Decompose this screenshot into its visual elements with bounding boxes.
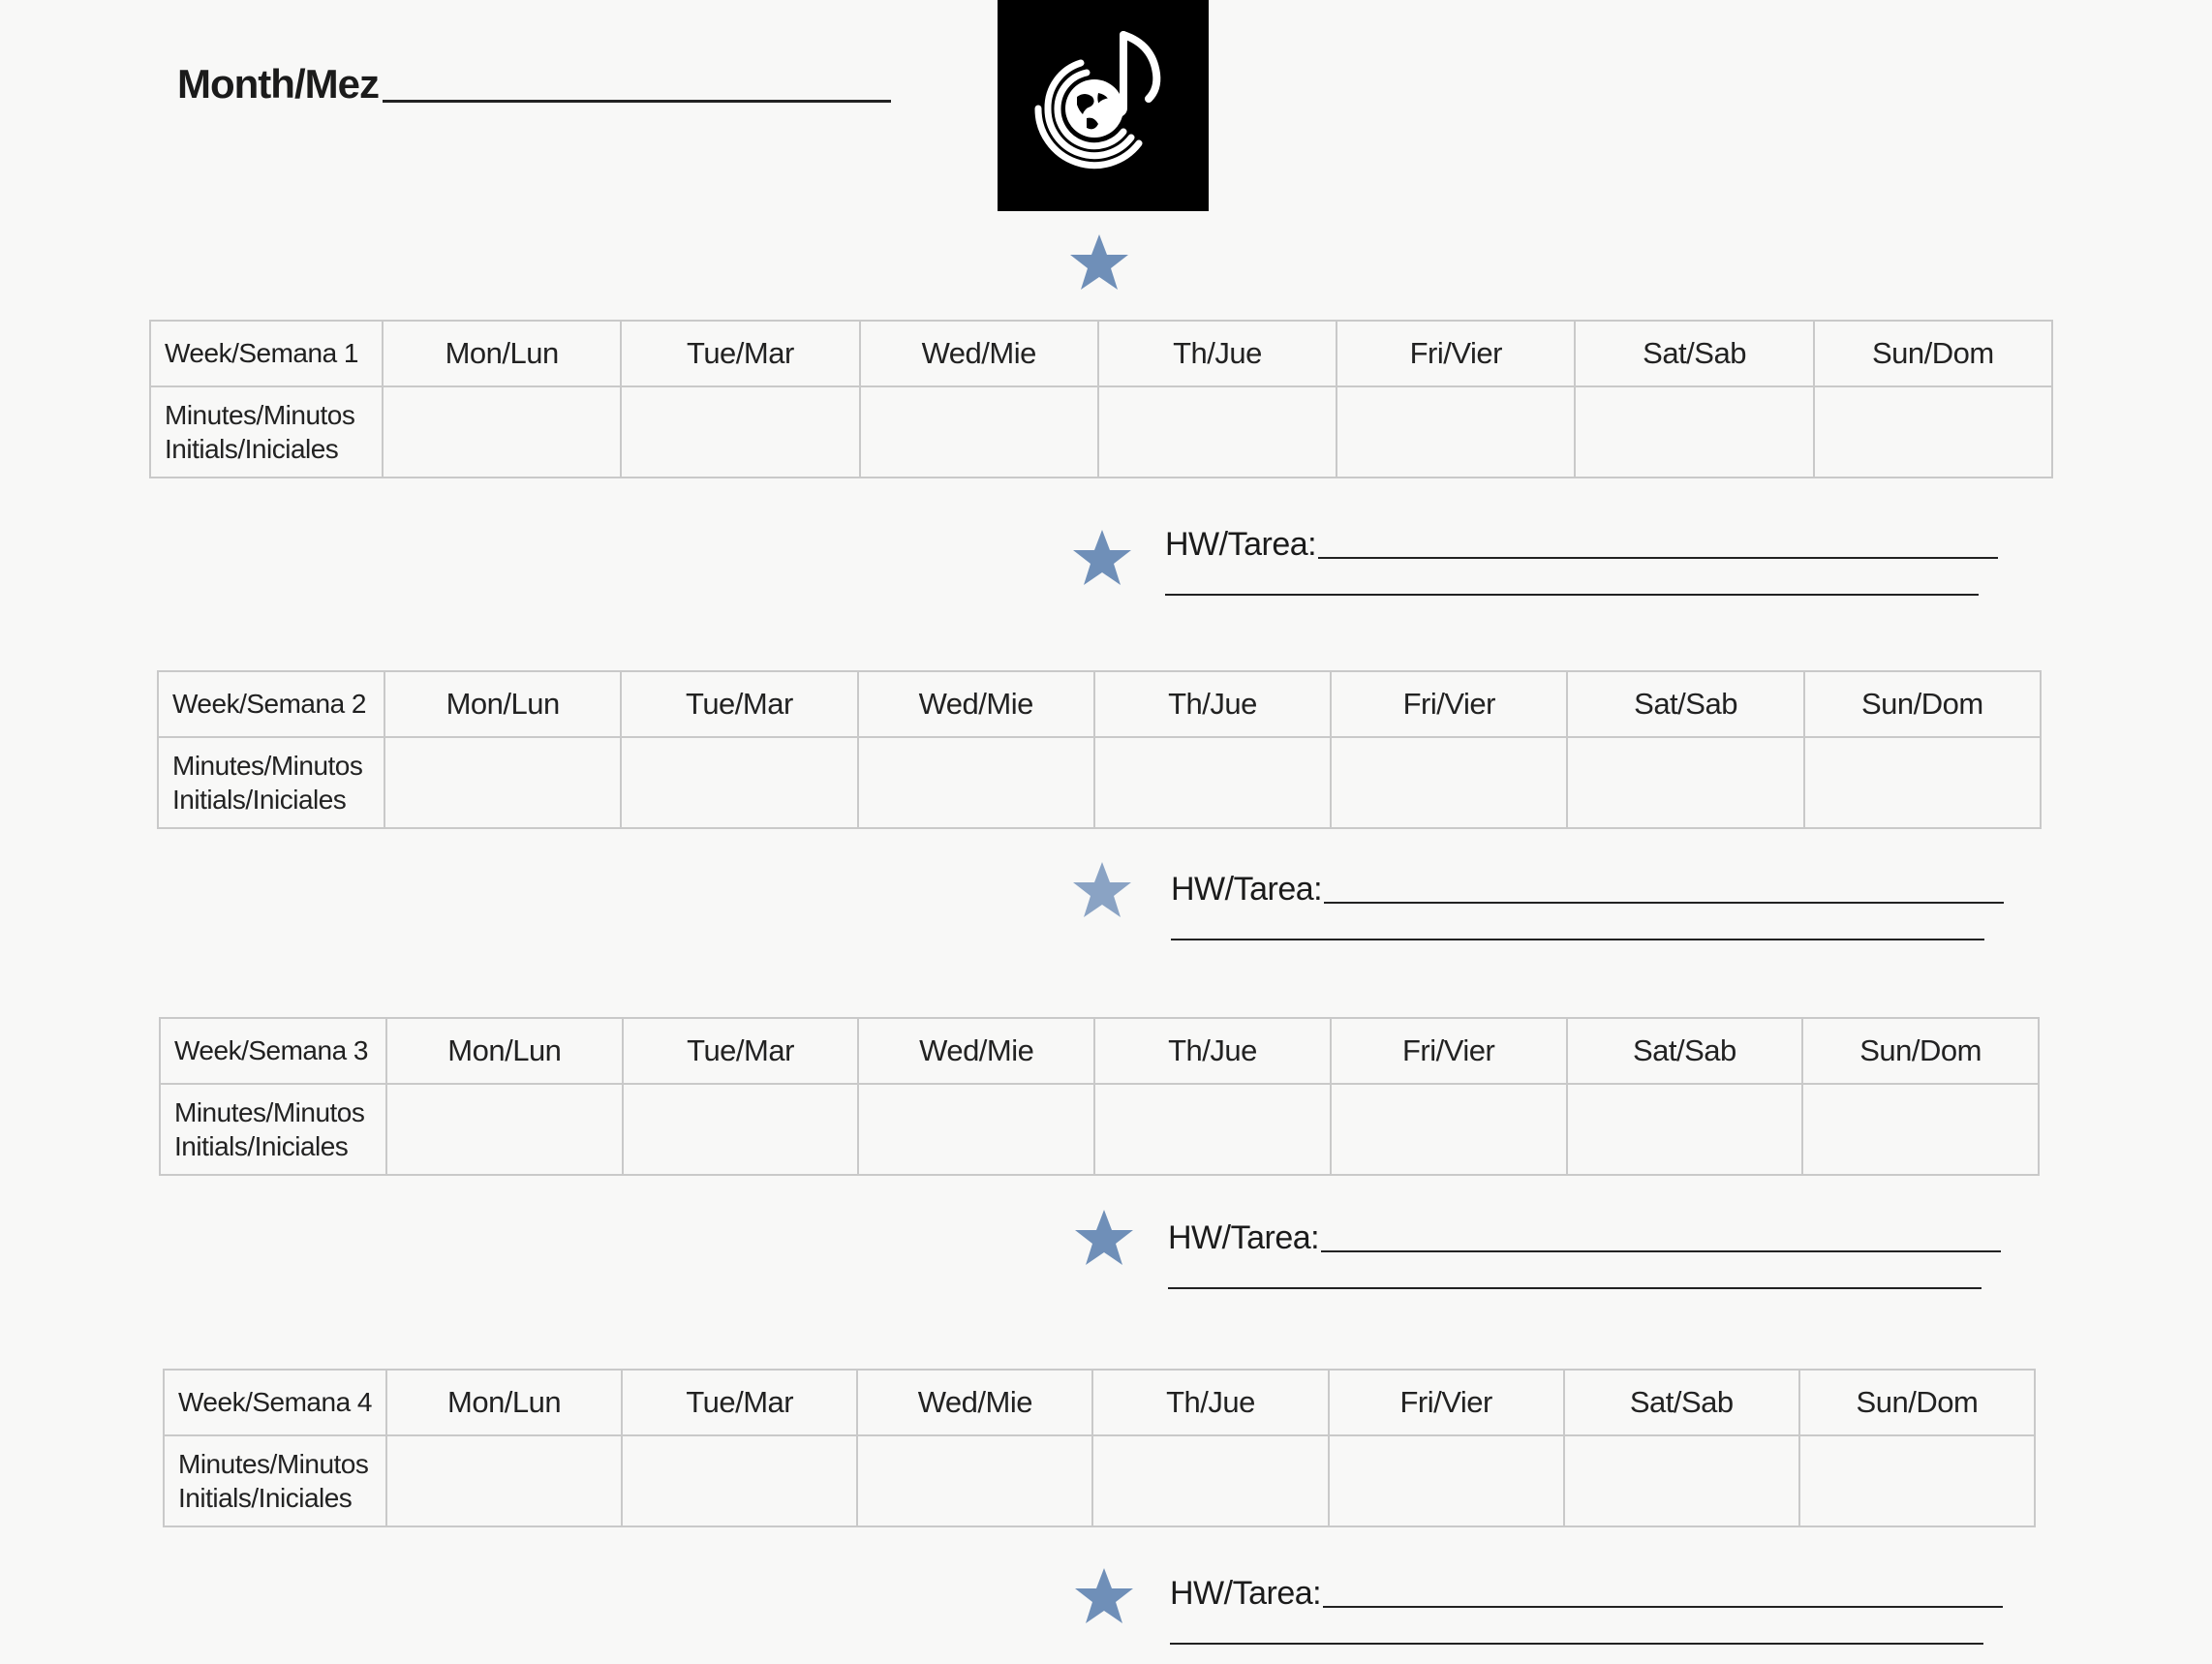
entry-cell[interactable] (1094, 737, 1331, 828)
homework-field-1 (1165, 528, 1998, 596)
day-header: Mon/Lun (384, 671, 621, 737)
hw-input-line[interactable] (1171, 939, 1984, 940)
hw-label: HW/Tarea: (1170, 1575, 1322, 1612)
entry-cell[interactable] (1564, 1435, 1799, 1526)
entry-cell[interactable] (386, 1084, 623, 1175)
entry-cell[interactable] (1799, 1435, 2035, 1526)
week-table-3 (159, 1017, 2040, 1176)
star-icon (1068, 232, 1130, 293)
entry-cell[interactable] (858, 1084, 1094, 1175)
row-label-initials: Initials/Iniciales (174, 1131, 349, 1161)
homework-field-4 (1170, 1577, 2003, 1645)
hw-input-line[interactable] (1168, 1287, 1982, 1289)
entry-cell[interactable] (1567, 1084, 1803, 1175)
day-header: Wed/Mie (858, 1018, 1094, 1084)
entry-cell[interactable] (621, 737, 857, 828)
day-header: Sat/Sab (1564, 1370, 1799, 1435)
hw-input-line[interactable] (1321, 1250, 2001, 1252)
entry-cell[interactable] (384, 737, 621, 828)
entry-cell[interactable] (1804, 737, 2041, 828)
day-header: Sun/Dom (1802, 1018, 2039, 1084)
entry-cell[interactable] (622, 1435, 857, 1526)
day-header: Fri/Vier (1331, 1018, 1567, 1084)
day-header: Sun/Dom (1804, 671, 2041, 737)
row-label-minutes: Minutes/Minutos (178, 1449, 369, 1479)
entry-cell[interactable] (1336, 386, 1575, 478)
week-label: Week/Semana 4 (164, 1370, 386, 1435)
hw-label: HW/Tarea: (1165, 526, 1317, 563)
week-label: Week/Semana 2 (158, 671, 384, 737)
month-label: Month/Mez (177, 61, 379, 107)
day-header: Th/Jue (1094, 1018, 1331, 1084)
entry-cell[interactable] (857, 1435, 1092, 1526)
row-label (150, 386, 383, 478)
week-table-1 (149, 320, 2053, 478)
hw-input-line[interactable] (1165, 594, 1979, 596)
day-header: Fri/Vier (1329, 1370, 1564, 1435)
week-table-2 (157, 670, 2042, 829)
hw-label: HW/Tarea: (1171, 871, 1323, 908)
entry-cell[interactable] (1814, 386, 2052, 478)
row-label-minutes: Minutes/Minutos (165, 400, 355, 430)
entry-cell[interactable] (1802, 1084, 2039, 1175)
minutes-row (164, 1435, 2035, 1526)
day-header: Fri/Vier (1331, 671, 1567, 737)
homework-field-3 (1168, 1221, 2001, 1289)
entry-cell[interactable] (383, 386, 621, 478)
day-header: Mon/Lun (386, 1370, 622, 1435)
minutes-row (158, 737, 2041, 828)
hw-input-line[interactable] (1324, 902, 2004, 904)
row-label-initials: Initials/Iniciales (165, 434, 339, 464)
minutes-row (160, 1084, 2039, 1175)
day-header: Tue/Mar (621, 671, 857, 737)
day-header: Wed/Mie (860, 321, 1098, 386)
hw-input-line[interactable] (1170, 1643, 1983, 1645)
entry-cell[interactable] (386, 1435, 622, 1526)
day-header: Sun/Dom (1799, 1370, 2035, 1435)
day-header: Sun/Dom (1814, 321, 2052, 386)
day-header: Sat/Sab (1567, 1018, 1803, 1084)
entry-cell[interactable] (1098, 386, 1336, 478)
day-header: Tue/Mar (622, 1370, 857, 1435)
week-header-row (164, 1370, 2035, 1435)
week-table-4 (163, 1369, 2036, 1527)
entry-cell[interactable] (1092, 1435, 1328, 1526)
hw-input-line[interactable] (1323, 1606, 2003, 1608)
row-label (160, 1084, 386, 1175)
homework-field-2 (1171, 873, 2004, 940)
star-icon (1071, 860, 1133, 920)
day-header: Sat/Sab (1575, 321, 1813, 386)
day-header: Th/Jue (1092, 1370, 1328, 1435)
day-header: Tue/Mar (621, 321, 859, 386)
day-header: Wed/Mie (858, 671, 1094, 737)
hw-input-line[interactable] (1318, 557, 1998, 559)
day-header: Th/Jue (1094, 671, 1331, 737)
hw-label: HW/Tarea: (1168, 1219, 1320, 1256)
entry-cell[interactable] (621, 386, 859, 478)
entry-cell[interactable] (858, 737, 1094, 828)
week-label: Week/Semana 3 (160, 1018, 386, 1084)
entry-cell[interactable] (1567, 737, 1803, 828)
week-header-row (150, 321, 2052, 386)
row-label-initials: Initials/Iniciales (172, 785, 347, 815)
day-header: Th/Jue (1098, 321, 1336, 386)
music-note-globe-icon (998, 0, 1209, 211)
entry-cell[interactable] (1094, 1084, 1331, 1175)
entry-cell[interactable] (1331, 737, 1567, 828)
row-label (164, 1435, 386, 1526)
day-header: Tue/Mar (623, 1018, 859, 1084)
week-header-row (158, 671, 2041, 737)
month-input-line[interactable] (383, 100, 891, 103)
star-icon (1073, 1566, 1135, 1626)
row-label (158, 737, 384, 828)
entry-cell[interactable] (860, 386, 1098, 478)
day-header: Sat/Sab (1567, 671, 1803, 737)
star-icon (1073, 1208, 1135, 1268)
day-header: Mon/Lun (386, 1018, 623, 1084)
star-icon (1071, 528, 1133, 588)
day-header: Mon/Lun (383, 321, 621, 386)
entry-cell[interactable] (623, 1084, 859, 1175)
entry-cell[interactable] (1575, 386, 1813, 478)
entry-cell[interactable] (1329, 1435, 1564, 1526)
row-label-initials: Initials/Iniciales (178, 1483, 353, 1513)
minutes-row (150, 386, 2052, 478)
entry-cell[interactable] (1331, 1084, 1567, 1175)
row-label-minutes: Minutes/Minutos (174, 1097, 365, 1127)
day-header: Wed/Mie (857, 1370, 1092, 1435)
week-label: Week/Semana 1 (150, 321, 383, 386)
day-header: Fri/Vier (1336, 321, 1575, 386)
row-label-minutes: Minutes/Minutos (172, 751, 363, 781)
week-header-row (160, 1018, 2039, 1084)
month-field (177, 61, 891, 107)
